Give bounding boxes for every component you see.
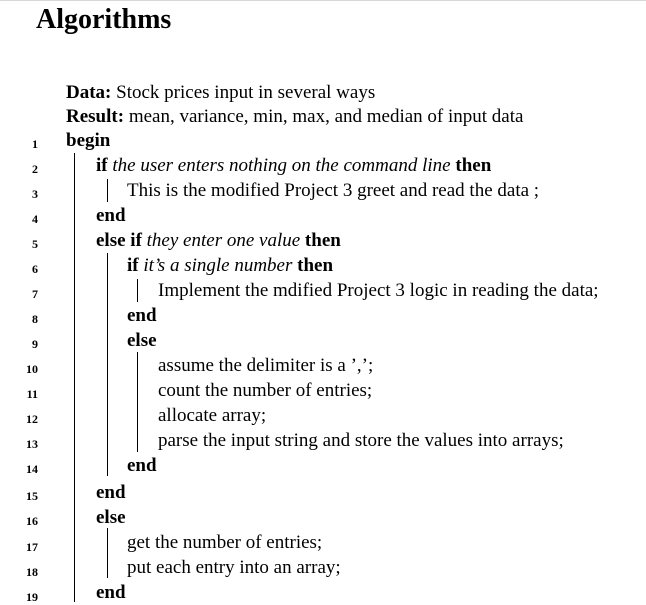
algo-line-18: put each entry into an array; bbox=[127, 557, 341, 578]
algo-line-19 bbox=[96, 581, 126, 605]
algo-line-17: get the number of entries; bbox=[127, 532, 323, 553]
algo-line-12: allocate array; bbox=[158, 405, 267, 426]
algo-line-4 bbox=[96, 204, 126, 228]
keyword-end: end bbox=[127, 305, 157, 326]
algo-line-14 bbox=[127, 454, 157, 478]
result-label: Result: bbox=[66, 106, 125, 127]
data-label: Data: bbox=[66, 82, 112, 103]
begin-block-bar bbox=[74, 153, 75, 602]
algo-line-15 bbox=[96, 481, 126, 505]
line-number-5: 5 bbox=[32, 237, 38, 251]
condition-text: the user enters nothing on the command line bbox=[112, 155, 451, 176]
line-number-8: 8 bbox=[32, 312, 38, 326]
algo-line-7: Implement the mdified Project 3 logic in reading the data; bbox=[158, 280, 599, 301]
line-number-13: 13 bbox=[26, 437, 38, 451]
line-number-7: 7 bbox=[32, 287, 38, 301]
keyword-then: then bbox=[304, 230, 341, 251]
data-text: Stock prices input in several ways bbox=[116, 82, 376, 103]
line-number-9: 9 bbox=[32, 337, 38, 351]
result-text: mean, variance, min, max, and median of input data bbox=[128, 106, 524, 127]
keyword-then: then bbox=[455, 155, 492, 176]
elseif-block-bar bbox=[107, 253, 108, 476]
keyword-else: else bbox=[96, 230, 126, 251]
keyword-else: else bbox=[127, 330, 157, 351]
line-number-18: 18 bbox=[26, 565, 38, 579]
algo-line-2 bbox=[96, 154, 491, 178]
keyword-if: if bbox=[130, 230, 142, 251]
keyword-else: else bbox=[96, 507, 126, 528]
top-rule bbox=[0, 0, 646, 1]
line-number-2: 2 bbox=[32, 162, 38, 176]
algo-line-5 bbox=[96, 229, 341, 253]
result-line bbox=[66, 105, 523, 129]
algo-line-8 bbox=[127, 304, 157, 328]
algo-line-9 bbox=[127, 329, 157, 353]
line-number-11: 11 bbox=[26, 387, 38, 401]
keyword-end: end bbox=[96, 482, 126, 503]
algo-line-10: assume the delimiter is a ’,’; bbox=[158, 355, 374, 376]
algo-line-6 bbox=[127, 254, 333, 278]
algo-line-1 bbox=[66, 129, 110, 153]
line-number-14: 14 bbox=[26, 462, 38, 476]
algo-line-16 bbox=[96, 506, 126, 530]
line-number-3: 3 bbox=[32, 187, 38, 201]
line-number-19: 19 bbox=[26, 590, 38, 604]
line-number-16: 16 bbox=[26, 514, 38, 528]
condition-text: it’s a single number bbox=[143, 255, 293, 276]
line-number-6: 6 bbox=[32, 262, 38, 276]
line-number-12: 12 bbox=[26, 412, 38, 426]
keyword-if: if bbox=[96, 155, 108, 176]
line-number-1: 1 bbox=[32, 137, 38, 151]
algo-line-3: This is the modified Project 3 greet and read the data ; bbox=[127, 180, 540, 201]
algo-line-13: parse the input string and store the values into arrays; bbox=[158, 430, 564, 451]
line-number-17: 17 bbox=[26, 540, 38, 554]
data-line bbox=[66, 81, 375, 105]
inner-if-block-bar bbox=[137, 279, 138, 302]
keyword-end: end bbox=[96, 582, 126, 603]
keyword-if: if bbox=[127, 255, 139, 276]
algo-line-11: count the number of entries; bbox=[158, 380, 373, 401]
keyword-end: end bbox=[127, 455, 157, 476]
if-block-bar bbox=[107, 179, 108, 202]
else-block-bar bbox=[107, 528, 108, 578]
keyword-begin: begin bbox=[66, 130, 111, 151]
condition-text: they enter one value bbox=[146, 230, 301, 251]
keyword-end: end bbox=[96, 205, 126, 226]
keyword-then: then bbox=[297, 255, 334, 276]
page-title: Algorithms bbox=[36, 4, 172, 35]
line-number-4: 4 bbox=[32, 212, 38, 226]
inner-else-block-bar bbox=[137, 352, 138, 452]
line-number-10: 10 bbox=[26, 362, 38, 376]
line-number-15: 15 bbox=[26, 489, 38, 503]
